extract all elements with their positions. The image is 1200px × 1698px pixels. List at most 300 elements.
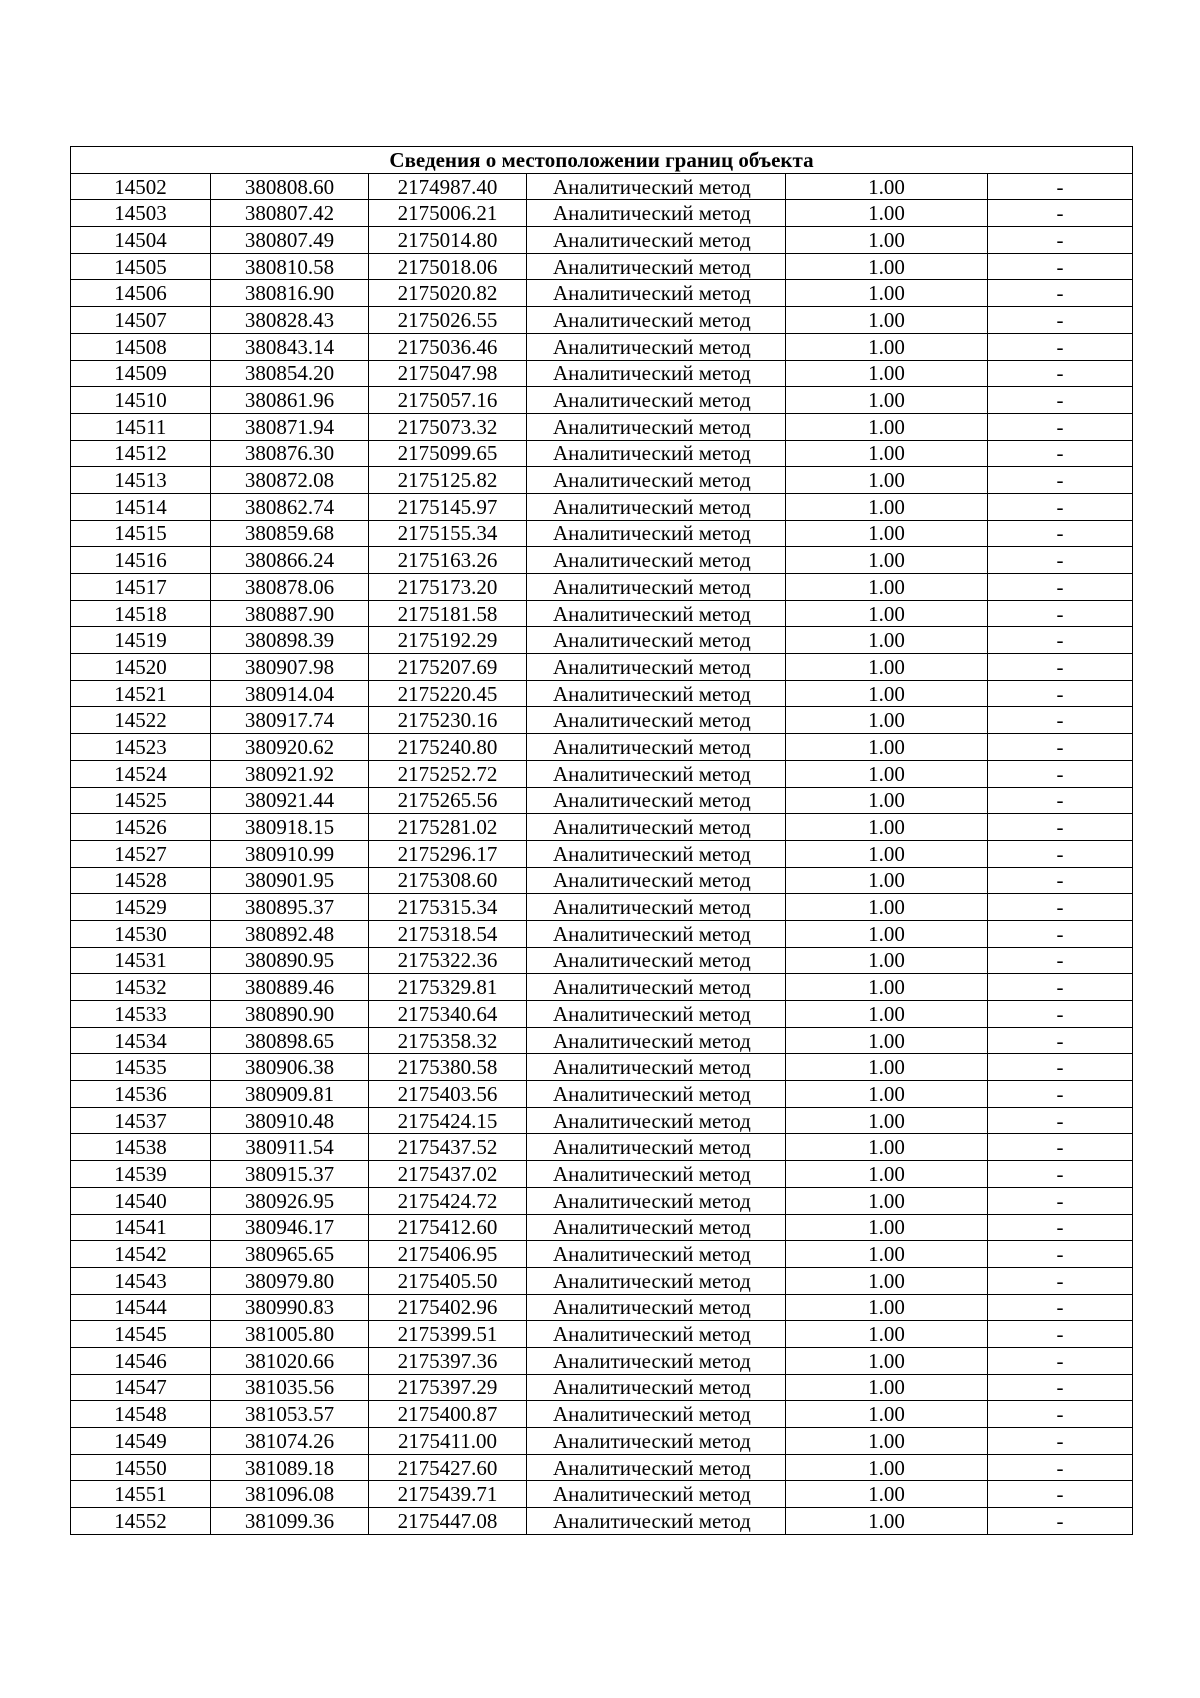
- cell-accuracy: 1.00: [786, 1134, 988, 1161]
- cell-description: -: [988, 1134, 1133, 1161]
- cell-method: Аналитический метод: [527, 787, 786, 814]
- cell-description: -: [988, 1508, 1133, 1535]
- cell-coordinate-y: 2175296.17: [369, 840, 527, 867]
- cell-description: -: [988, 840, 1133, 867]
- cell-method: Аналитический метод: [527, 894, 786, 921]
- cell-method: Аналитический метод: [527, 1428, 786, 1455]
- table-row: [71, 680, 1133, 707]
- table-row: [71, 1454, 1133, 1481]
- cell-method: Аналитический метод: [527, 1187, 786, 1214]
- cell-coordinate-x: 380828.43: [211, 307, 369, 334]
- table-row: [71, 1187, 1133, 1214]
- cell-coordinate-y: 2175437.02: [369, 1161, 527, 1188]
- cell-coordinate-y: 2175173.20: [369, 574, 527, 601]
- cell-accuracy: 1.00: [786, 1454, 988, 1481]
- cell-point-number: 14514: [71, 493, 211, 520]
- table-row: [71, 787, 1133, 814]
- cell-accuracy: 1.00: [786, 1241, 988, 1268]
- cell-description: -: [988, 1187, 1133, 1214]
- cell-coordinate-y: 2175192.29: [369, 627, 527, 654]
- cell-point-number: 14543: [71, 1267, 211, 1294]
- cell-method: Аналитический метод: [527, 387, 786, 414]
- cell-method: Аналитический метод: [527, 1001, 786, 1028]
- cell-coordinate-y: 2175397.36: [369, 1347, 527, 1374]
- cell-accuracy: 1.00: [786, 1321, 988, 1348]
- table-row: [71, 707, 1133, 734]
- cell-coordinate-y: 2175163.26: [369, 547, 527, 574]
- cell-description: -: [988, 574, 1133, 601]
- cell-description: -: [988, 894, 1133, 921]
- cell-accuracy: 1.00: [786, 600, 988, 627]
- cell-description: -: [988, 1454, 1133, 1481]
- cell-description: -: [988, 200, 1133, 227]
- cell-accuracy: 1.00: [786, 387, 988, 414]
- cell-description: -: [988, 413, 1133, 440]
- cell-method: Аналитический метод: [527, 947, 786, 974]
- cell-method: Аналитический метод: [527, 1321, 786, 1348]
- cell-coordinate-x: 380871.94: [211, 413, 369, 440]
- cell-accuracy: 1.00: [786, 1508, 988, 1535]
- cell-method: Аналитический метод: [527, 1454, 786, 1481]
- cell-accuracy: 1.00: [786, 1214, 988, 1241]
- cell-accuracy: 1.00: [786, 547, 988, 574]
- cell-point-number: 14520: [71, 654, 211, 681]
- table-row: [71, 1241, 1133, 1268]
- cell-coordinate-x: 380878.06: [211, 574, 369, 601]
- cell-method: Аналитический метод: [527, 467, 786, 494]
- cell-point-number: 14507: [71, 307, 211, 334]
- cell-coordinate-x: 380901.95: [211, 867, 369, 894]
- cell-coordinate-y: 2175340.64: [369, 1001, 527, 1028]
- cell-coordinate-y: 2174987.40: [369, 173, 527, 200]
- cell-description: -: [988, 333, 1133, 360]
- cell-method: Аналитический метод: [527, 600, 786, 627]
- cell-description: -: [988, 680, 1133, 707]
- cell-accuracy: 1.00: [786, 413, 988, 440]
- cell-point-number: 14528: [71, 867, 211, 894]
- cell-coordinate-x: 380965.65: [211, 1241, 369, 1268]
- cell-point-number: 14524: [71, 760, 211, 787]
- cell-description: -: [988, 467, 1133, 494]
- cell-coordinate-x: 380889.46: [211, 974, 369, 1001]
- cell-point-number: 14522: [71, 707, 211, 734]
- cell-accuracy: 1.00: [786, 280, 988, 307]
- cell-accuracy: 1.00: [786, 360, 988, 387]
- cell-description: -: [988, 1081, 1133, 1108]
- cell-method: Аналитический метод: [527, 1054, 786, 1081]
- cell-coordinate-x: 380807.42: [211, 200, 369, 227]
- table-row: [71, 1267, 1133, 1294]
- cell-point-number: 14505: [71, 253, 211, 280]
- cell-method: Аналитический метод: [527, 1347, 786, 1374]
- cell-coordinate-y: 2175026.55: [369, 307, 527, 334]
- cell-description: -: [988, 1027, 1133, 1054]
- cell-accuracy: 1.00: [786, 1027, 988, 1054]
- cell-description: -: [988, 1001, 1133, 1028]
- table-body: [71, 173, 1133, 1534]
- cell-coordinate-x: 380859.68: [211, 520, 369, 547]
- cell-accuracy: 1.00: [786, 814, 988, 841]
- table-row: [71, 333, 1133, 360]
- cell-point-number: 14545: [71, 1321, 211, 1348]
- cell-method: Аналитический метод: [527, 707, 786, 734]
- table-row: [71, 1374, 1133, 1401]
- cell-coordinate-y: 2175281.02: [369, 814, 527, 841]
- cell-method: Аналитический метод: [527, 173, 786, 200]
- cell-coordinate-x: 380914.04: [211, 680, 369, 707]
- cell-coordinate-x: 381096.08: [211, 1481, 369, 1508]
- cell-coordinate-x: 380892.48: [211, 920, 369, 947]
- table-row: [71, 1321, 1133, 1348]
- cell-coordinate-x: 380807.49: [211, 227, 369, 254]
- table-title-row: [71, 147, 1133, 174]
- cell-accuracy: 1.00: [786, 947, 988, 974]
- cell-method: Аналитический метод: [527, 360, 786, 387]
- cell-accuracy: 1.00: [786, 1187, 988, 1214]
- cell-coordinate-y: 2175155.34: [369, 520, 527, 547]
- cell-description: -: [988, 1107, 1133, 1134]
- cell-point-number: 14521: [71, 680, 211, 707]
- cell-point-number: 14515: [71, 520, 211, 547]
- cell-coordinate-y: 2175424.15: [369, 1107, 527, 1134]
- table-row: [71, 1294, 1133, 1321]
- table-row: [71, 734, 1133, 761]
- cell-accuracy: 1.00: [786, 1294, 988, 1321]
- cell-description: -: [988, 547, 1133, 574]
- cell-description: -: [988, 520, 1133, 547]
- cell-accuracy: 1.00: [786, 867, 988, 894]
- cell-accuracy: 1.00: [786, 467, 988, 494]
- cell-method: Аналитический метод: [527, 654, 786, 681]
- cell-coordinate-y: 2175405.50: [369, 1267, 527, 1294]
- cell-coordinate-x: 380898.65: [211, 1027, 369, 1054]
- cell-coordinate-y: 2175400.87: [369, 1401, 527, 1428]
- cell-coordinate-y: 2175014.80: [369, 227, 527, 254]
- cell-method: Аналитический метод: [527, 574, 786, 601]
- cell-accuracy: 1.00: [786, 760, 988, 787]
- cell-coordinate-y: 2175403.56: [369, 1081, 527, 1108]
- cell-point-number: 14530: [71, 920, 211, 947]
- cell-coordinate-x: 380861.96: [211, 387, 369, 414]
- table-row: [71, 1428, 1133, 1455]
- cell-accuracy: 1.00: [786, 307, 988, 334]
- table-row: [71, 253, 1133, 280]
- cell-coordinate-x: 381089.18: [211, 1454, 369, 1481]
- cell-accuracy: 1.00: [786, 1267, 988, 1294]
- cell-coordinate-x: 380872.08: [211, 467, 369, 494]
- cell-description: -: [988, 760, 1133, 787]
- cell-description: -: [988, 1428, 1133, 1455]
- cell-point-number: 14516: [71, 547, 211, 574]
- cell-coordinate-y: 2175439.71: [369, 1481, 527, 1508]
- cell-description: -: [988, 1294, 1133, 1321]
- cell-point-number: 14518: [71, 600, 211, 627]
- cell-accuracy: 1.00: [786, 520, 988, 547]
- cell-method: Аналитический метод: [527, 333, 786, 360]
- cell-accuracy: 1.00: [786, 680, 988, 707]
- cell-accuracy: 1.00: [786, 1107, 988, 1134]
- cell-point-number: 14551: [71, 1481, 211, 1508]
- table-row: [71, 920, 1133, 947]
- table-row: [71, 1401, 1133, 1428]
- cell-coordinate-x: 380910.99: [211, 840, 369, 867]
- cell-description: -: [988, 253, 1133, 280]
- cell-coordinate-x: 380895.37: [211, 894, 369, 921]
- cell-point-number: 14544: [71, 1294, 211, 1321]
- cell-description: -: [988, 1374, 1133, 1401]
- cell-coordinate-x: 380926.95: [211, 1187, 369, 1214]
- cell-description: -: [988, 974, 1133, 1001]
- cell-coordinate-x: 380915.37: [211, 1161, 369, 1188]
- cell-coordinate-y: 2175125.82: [369, 467, 527, 494]
- cell-coordinate-y: 2175240.80: [369, 734, 527, 761]
- cell-coordinate-x: 380854.20: [211, 360, 369, 387]
- cell-point-number: 14537: [71, 1107, 211, 1134]
- cell-point-number: 14506: [71, 280, 211, 307]
- cell-method: Аналитический метод: [527, 760, 786, 787]
- cell-coordinate-x: 380808.60: [211, 173, 369, 200]
- cell-coordinate-x: 380890.95: [211, 947, 369, 974]
- table-row: [71, 467, 1133, 494]
- cell-coordinate-x: 380910.48: [211, 1107, 369, 1134]
- cell-accuracy: 1.00: [786, 1374, 988, 1401]
- cell-point-number: 14526: [71, 814, 211, 841]
- cell-method: Аналитический метод: [527, 1481, 786, 1508]
- cell-point-number: 14540: [71, 1187, 211, 1214]
- cell-accuracy: 1.00: [786, 333, 988, 360]
- table-row: [71, 974, 1133, 1001]
- cell-description: -: [988, 654, 1133, 681]
- cell-method: Аналитический метод: [527, 840, 786, 867]
- cell-method: Аналитический метод: [527, 1401, 786, 1428]
- cell-coordinate-x: 380816.90: [211, 280, 369, 307]
- cell-description: -: [988, 920, 1133, 947]
- table-row: [71, 814, 1133, 841]
- cell-accuracy: 1.00: [786, 1161, 988, 1188]
- cell-method: Аналитический метод: [527, 280, 786, 307]
- cell-coordinate-x: 381005.80: [211, 1321, 369, 1348]
- cell-coordinate-y: 2175207.69: [369, 654, 527, 681]
- cell-point-number: 14532: [71, 974, 211, 1001]
- cell-accuracy: 1.00: [786, 707, 988, 734]
- cell-accuracy: 1.00: [786, 574, 988, 601]
- cell-accuracy: 1.00: [786, 627, 988, 654]
- cell-coordinate-x: 381020.66: [211, 1347, 369, 1374]
- cell-method: Аналитический метод: [527, 1107, 786, 1134]
- cell-accuracy: 1.00: [786, 1081, 988, 1108]
- table-row: [71, 547, 1133, 574]
- table-row: [71, 387, 1133, 414]
- cell-coordinate-x: 380920.62: [211, 734, 369, 761]
- cell-coordinate-x: 381053.57: [211, 1401, 369, 1428]
- table-row: [71, 1161, 1133, 1188]
- cell-coordinate-x: 380918.15: [211, 814, 369, 841]
- cell-description: -: [988, 493, 1133, 520]
- table-row: [71, 947, 1133, 974]
- cell-coordinate-y: 2175073.32: [369, 413, 527, 440]
- cell-coordinate-y: 2175230.16: [369, 707, 527, 734]
- cell-point-number: 14504: [71, 227, 211, 254]
- cell-point-number: 14511: [71, 413, 211, 440]
- table-row: [71, 413, 1133, 440]
- table-row: [71, 173, 1133, 200]
- cell-coordinate-y: 2175099.65: [369, 440, 527, 467]
- cell-point-number: 14517: [71, 574, 211, 601]
- cell-method: Аналитический метод: [527, 440, 786, 467]
- cell-method: Аналитический метод: [527, 253, 786, 280]
- cell-method: Аналитический метод: [527, 734, 786, 761]
- cell-method: Аналитический метод: [527, 1241, 786, 1268]
- cell-description: -: [988, 360, 1133, 387]
- cell-accuracy: 1.00: [786, 173, 988, 200]
- cell-point-number: 14508: [71, 333, 211, 360]
- cell-accuracy: 1.00: [786, 734, 988, 761]
- cell-point-number: 14539: [71, 1161, 211, 1188]
- cell-accuracy: 1.00: [786, 1428, 988, 1455]
- table-row: [71, 1214, 1133, 1241]
- cell-accuracy: 1.00: [786, 787, 988, 814]
- cell-coordinate-y: 2175399.51: [369, 1321, 527, 1348]
- cell-description: -: [988, 1161, 1133, 1188]
- table-row: [71, 520, 1133, 547]
- cell-coordinate-y: 2175402.96: [369, 1294, 527, 1321]
- cell-coordinate-y: 2175315.34: [369, 894, 527, 921]
- cell-coordinate-x: 380907.98: [211, 654, 369, 681]
- cell-coordinate-y: 2175036.46: [369, 333, 527, 360]
- cell-method: Аналитический метод: [527, 814, 786, 841]
- cell-accuracy: 1.00: [786, 440, 988, 467]
- cell-point-number: 14523: [71, 734, 211, 761]
- cell-coordinate-x: 380876.30: [211, 440, 369, 467]
- table-row: [71, 227, 1133, 254]
- cell-accuracy: 1.00: [786, 894, 988, 921]
- cell-coordinate-x: 380921.44: [211, 787, 369, 814]
- cell-description: -: [988, 227, 1133, 254]
- cell-coordinate-y: 2175020.82: [369, 280, 527, 307]
- cell-point-number: 14525: [71, 787, 211, 814]
- cell-description: -: [988, 387, 1133, 414]
- cell-description: -: [988, 1241, 1133, 1268]
- cell-coordinate-x: 380906.38: [211, 1054, 369, 1081]
- cell-method: Аналитический метод: [527, 1267, 786, 1294]
- cell-point-number: 14548: [71, 1401, 211, 1428]
- cell-accuracy: 1.00: [786, 920, 988, 947]
- cell-point-number: 14510: [71, 387, 211, 414]
- cell-point-number: 14547: [71, 1374, 211, 1401]
- cell-point-number: 14549: [71, 1428, 211, 1455]
- cell-method: Аналитический метод: [527, 1161, 786, 1188]
- cell-coordinate-x: 380921.92: [211, 760, 369, 787]
- table-title: Сведения о местоположении границ объекта: [71, 147, 1133, 174]
- cell-method: Аналитический метод: [527, 627, 786, 654]
- cell-method: Аналитический метод: [527, 1294, 786, 1321]
- cell-coordinate-y: 2175427.60: [369, 1454, 527, 1481]
- table-row: [71, 840, 1133, 867]
- cell-coordinate-x: 380810.58: [211, 253, 369, 280]
- cell-point-number: 14531: [71, 947, 211, 974]
- cell-method: Аналитический метод: [527, 307, 786, 334]
- cell-description: -: [988, 947, 1133, 974]
- cell-method: Аналитический метод: [527, 1134, 786, 1161]
- table-row: [71, 307, 1133, 334]
- cell-accuracy: 1.00: [786, 840, 988, 867]
- cell-method: Аналитический метод: [527, 520, 786, 547]
- cell-coordinate-y: 2175220.45: [369, 680, 527, 707]
- cell-description: -: [988, 173, 1133, 200]
- cell-coordinate-y: 2175006.21: [369, 200, 527, 227]
- table-row: [71, 1081, 1133, 1108]
- cell-description: -: [988, 600, 1133, 627]
- table-row: [71, 1508, 1133, 1535]
- cell-point-number: 14552: [71, 1508, 211, 1535]
- cell-accuracy: 1.00: [786, 1054, 988, 1081]
- cell-description: -: [988, 814, 1133, 841]
- cell-coordinate-y: 2175380.58: [369, 1054, 527, 1081]
- table-row: [71, 280, 1133, 307]
- cell-accuracy: 1.00: [786, 200, 988, 227]
- cell-coordinate-y: 2175447.08: [369, 1508, 527, 1535]
- cell-point-number: 14535: [71, 1054, 211, 1081]
- cell-accuracy: 1.00: [786, 1481, 988, 1508]
- cell-description: -: [988, 734, 1133, 761]
- cell-coordinate-x: 380946.17: [211, 1214, 369, 1241]
- cell-description: -: [988, 1054, 1133, 1081]
- cell-point-number: 14503: [71, 200, 211, 227]
- cell-coordinate-x: 380911.54: [211, 1134, 369, 1161]
- cell-description: -: [988, 867, 1133, 894]
- table-row: [71, 760, 1133, 787]
- cell-coordinate-y: 2175437.52: [369, 1134, 527, 1161]
- cell-coordinate-y: 2175358.32: [369, 1027, 527, 1054]
- cell-method: Аналитический метод: [527, 680, 786, 707]
- table-row: [71, 440, 1133, 467]
- cell-description: -: [988, 787, 1133, 814]
- cell-coordinate-x: 380917.74: [211, 707, 369, 734]
- cell-coordinate-y: 2175265.56: [369, 787, 527, 814]
- cell-accuracy: 1.00: [786, 654, 988, 681]
- cell-point-number: 14538: [71, 1134, 211, 1161]
- cell-method: Аналитический метод: [527, 1081, 786, 1108]
- cell-description: -: [988, 307, 1133, 334]
- table-row: [71, 600, 1133, 627]
- cell-point-number: 14541: [71, 1214, 211, 1241]
- cell-coordinate-x: 380909.81: [211, 1081, 369, 1108]
- cell-point-number: 14527: [71, 840, 211, 867]
- cell-description: -: [988, 280, 1133, 307]
- cell-coordinate-y: 2175181.58: [369, 600, 527, 627]
- cell-coordinate-x: 380866.24: [211, 547, 369, 574]
- cell-accuracy: 1.00: [786, 253, 988, 280]
- cell-coordinate-x: 381099.36: [211, 1508, 369, 1535]
- cell-coordinate-x: 380990.83: [211, 1294, 369, 1321]
- cell-method: Аналитический метод: [527, 1027, 786, 1054]
- cell-method: Аналитический метод: [527, 493, 786, 520]
- cell-description: -: [988, 1321, 1133, 1348]
- cell-coordinate-x: 381074.26: [211, 1428, 369, 1455]
- cell-coordinate-y: 2175252.72: [369, 760, 527, 787]
- table-row: [71, 1134, 1133, 1161]
- cell-coordinate-y: 2175411.00: [369, 1428, 527, 1455]
- table-row: [71, 867, 1133, 894]
- cell-accuracy: 1.00: [786, 974, 988, 1001]
- cell-point-number: 14542: [71, 1241, 211, 1268]
- cell-method: Аналитический метод: [527, 974, 786, 1001]
- cell-coordinate-y: 2175047.98: [369, 360, 527, 387]
- cell-method: Аналитический метод: [527, 547, 786, 574]
- cell-coordinate-y: 2175424.72: [369, 1187, 527, 1214]
- boundary-coordinates-table: [70, 146, 1133, 1535]
- cell-point-number: 14529: [71, 894, 211, 921]
